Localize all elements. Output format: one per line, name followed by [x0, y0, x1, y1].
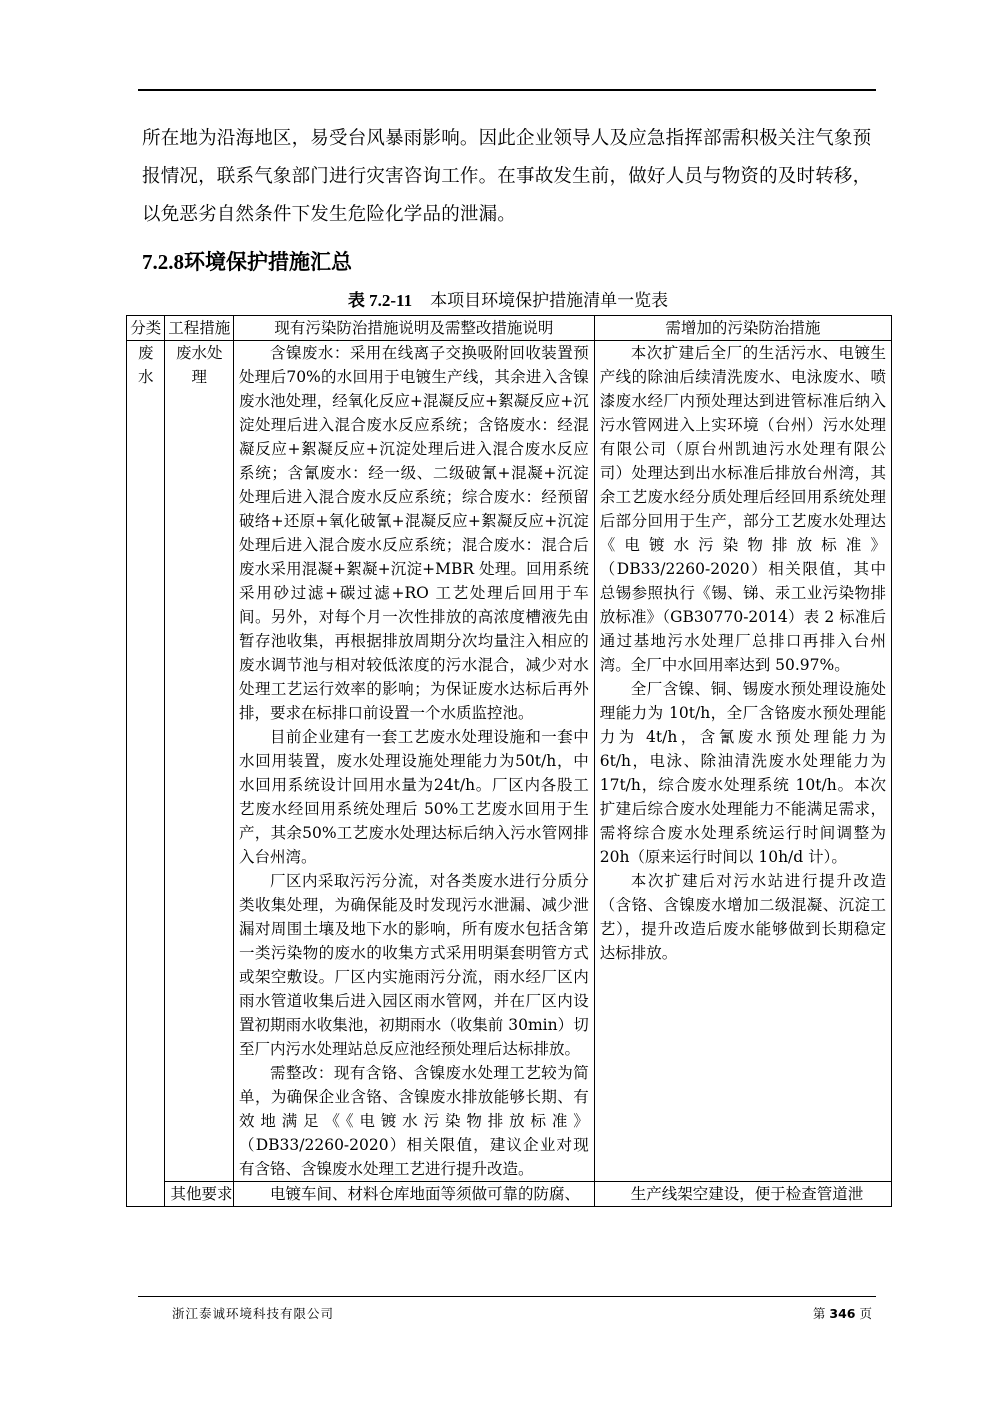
header-additional-measures: 需增加的污染防治措施	[594, 316, 891, 341]
category-cell: 废水	[127, 341, 165, 1207]
header-rule	[138, 89, 876, 91]
header-measure: 工程措施	[165, 316, 234, 341]
additional-measures-cell	[594, 341, 891, 1182]
table-header-row	[127, 316, 892, 341]
table-row	[127, 341, 892, 1182]
table-row	[127, 1182, 892, 1207]
table-title: 本项目环境保护措施清单一览表	[430, 291, 669, 311]
measure-cell: 其他要求	[165, 1182, 234, 1207]
header-current-measures: 现有污染防治措施说明及需整改措施说明	[234, 316, 595, 341]
measure-cell: 废水处理	[165, 341, 234, 1182]
page-suffix: 页	[859, 1306, 872, 1321]
footer-company: 浙江泰诚环境科技有限公司	[172, 1306, 335, 1321]
header-category: 分类	[127, 316, 165, 341]
page-prefix: 第	[812, 1306, 826, 1321]
current-paragraph: 含镍废水：采用在线离子交换吸附回收装置预处理后70%的水回用于电镀生产线，其余进入含镍废水池处理，经氧化反应+混凝反应+絮凝反应+沉淀处理后进入混合废水反应系统；含铬废水：经混凝反应+絮凝反应+沉淀处理后进入混合废水反应系统；含氰废水：经一级、二级破氰+混凝+沉淀处理后进入混合废水反应系统；综合废水：经预留破络+还原+氧化破氰+混凝反应+絮凝反应+沉淀处理后进入混合废水反应系统；混合废水：混合后废水采用混凝+絮凝+沉淀+MBR 处理。回用系统采用砂过滤+碳过滤+RO 工艺处理后回用于车间。另外，对每个月一次性排放的高浓度槽液先由暂存池收集，再根据排放周期分次均量注入相应的废水调节池与相对较低浓度的污水混合，减少对水处理工艺运行效率的影响；为保证废水达标后再外排，要求在标排口前设置一个水质监控池。	[239, 344, 589, 722]
current-paragraph: 厂区内采取污污分流，对各类废水进行分质分类收集处理，为确保能及时发现污水泄漏、减少泄漏对周围土壤及地下水的影响，所有废水包括含第一类污染物的废水的收集方式采用明渠套明管方式或架空敷设。厂区内实施雨污分流，雨水经厂区内雨水管道收集后进入园区雨水管网，并在厂区内设置初期雨水收集池，初期雨水（收集前 30min）切至厂内污水处理站总反应池经预处理后达标排放。	[239, 872, 589, 1058]
page-number: 346	[829, 1306, 856, 1321]
additional-paragraph: 本次扩建后全厂的生活污水、电镀生产线的除油后续清洗废水、电泳废水、喷漆废水经厂内预处理达到进管标准后纳入污水管网进入上实环境（台州）污水处理有限公司（原台州凯迪污水处理有限公司）处理达到出水标准后排放台州湾，其余工艺废水经分质处理后经回用系统处理后部分回用于生产，部分工艺废水处理达《电镀水污染物排放标准》（DB33/2260-2020）相关限值，其中总锡参照执行《锡、锑、汞工业污染物排放标准》（GB30770-2014）表 2 标准后通过基地污水处理厂总排口再排入台州湾。全厂中水回用率达到 50.97%。	[599, 344, 886, 674]
section-heading	[142, 246, 352, 278]
table-caption	[0, 289, 992, 313]
current-paragraph: 需整改：现有含铬、含镍废水处理工艺较为简单，为确保企业含铬、含镍废水排放能够长期、有效地满足《《电镀水污染物排放标准》（DB33/2260-2020）相关限值，建议企业对现有含铬、含镍废水处理工艺进行提升改造。	[239, 1064, 589, 1178]
additional-measures-cell: 生产线架空建设，便于检查管道泄	[594, 1182, 891, 1207]
section-number: 7.2.8	[142, 250, 184, 274]
section-title: 环境保护措施汇总	[184, 249, 352, 274]
footer-page-number	[813, 1304, 872, 1322]
intro-paragraph: 所在地为沿海地区，易受台风暴雨影响。因此企业领导人及应急指挥部需积极关注气象预报情况，联系气象部门进行灾害咨询工作。在事故发生前，做好人员与物资的及时转移，以免恶劣自然条件下发生危险化学品的泄漏。	[142, 128, 872, 225]
footer-rule	[138, 1296, 876, 1297]
measures-table	[126, 315, 892, 1207]
additional-paragraph: 本次扩建后对污水站进行提升改造（含铬、含镍废水增加二级混凝、沉淀工艺），提升改造后废水能够做到长期稳定达标排放。	[599, 872, 886, 962]
current-measures-cell	[234, 341, 595, 1182]
table-number: 表 7.2-11	[347, 291, 413, 310]
current-measures-cell: 电镀车间、材料仓库地面等须做可靠的防腐、	[234, 1182, 595, 1207]
current-paragraph: 目前企业建有一套工艺废水处理设施和一套中水回用装置，废水处理设施处理能力为50t/h，中水回用系统设计回用水量为24t/h。厂区内各股工艺废水经回用系统处理后 50%工艺废水回用于生产，其余50%工艺废水处理达标后纳入污水管网排入台州湾。	[239, 728, 589, 866]
additional-paragraph: 全厂含镍、铜、锡废水预处理设施处理能力为 10t/h，全厂含铬废水预处理能力为 4t/h，含氰废水预处理能力为 6t/h，电泳、除油清洗废水处理能力为 17t/h，综合废水处理系统 10t/h。本次扩建后综合废水处理能力不能满足需求，需将综合废水处理系统运行时间调整为 20h（原来运行时间以 10h/d 计）。	[599, 680, 886, 866]
